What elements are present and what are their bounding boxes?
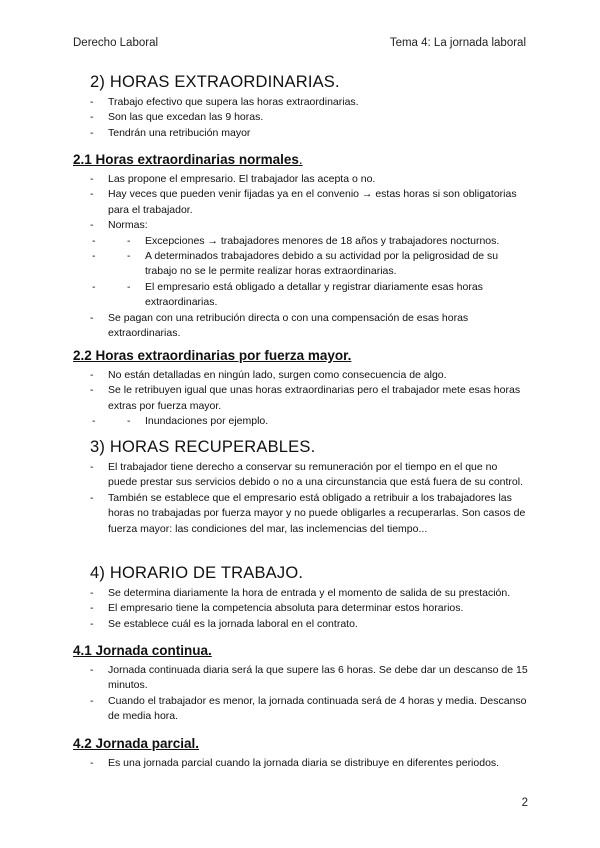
section-title: 3) HORAS RECUPERABLES. xyxy=(90,438,316,456)
subsection-title: 4.1 Jornada continua. xyxy=(73,643,212,658)
section-title: 2) HORAS EXTRAORDINARIAS. xyxy=(90,73,340,91)
sub-list-item: - - Inundaciones por ejemplo. xyxy=(73,414,529,429)
list-item: - Se determina diariamente la hora de entrada y el momento de salida de su prestación. xyxy=(73,586,529,601)
section-horario-trabajo xyxy=(73,562,529,632)
section-title: 4) HORARIO DE TRABAJO. xyxy=(90,564,304,582)
list-item: - Trabajo efectivo que supera las horas extraordinarias. xyxy=(73,95,529,110)
sub-list-item: - - Excepciones → trabajadores menores de 18 años y trabajadores nocturnos. xyxy=(73,234,529,249)
section-jornada-parcial xyxy=(73,735,529,771)
list-item: - No están detalladas en ningún lado, surgen como consecuencia de algo. xyxy=(73,368,529,383)
sub-list-item: - - El empresario está obligado a detallar y registrar diariamente esas horas extraordinarias. xyxy=(73,280,529,311)
section-fuerza-mayor xyxy=(73,347,529,430)
sub-list-item: - - A determinados trabajadores debido a su actividad por la peligrosidad de su trabajo no se le permite realizar horas extraordinarias. xyxy=(73,249,529,280)
list-item: - Tendrán una retribución mayor xyxy=(73,126,529,141)
list-item: - Se establece cuál es la jornada laboral en el contrato. xyxy=(73,617,529,632)
section-jornada-continua xyxy=(73,642,529,725)
section-horas-extraordinarias xyxy=(73,71,529,141)
list-item: - Es una jornada parcial cuando la jornada diaria se distribuye en diferentes periodos. xyxy=(73,756,529,771)
header-left: Derecho Laboral xyxy=(73,37,159,49)
header-right: Tema 4: La jornada laboral xyxy=(389,37,526,49)
list-item: - Son las que excedan las 9 horas. xyxy=(73,110,529,125)
subsection-title: 2.2 Horas extraordinarias por fuerza mayor. xyxy=(73,348,352,363)
list-item: - Las propone el empresario. El trabajador las acepta o no. xyxy=(73,172,529,187)
section-horas-recuperables xyxy=(73,436,529,537)
list-item: - El empresario tiene la competencia absoluta para determinar estos horarios. xyxy=(73,601,529,616)
subsection-title: 2.1 Horas extraordinarias normales. xyxy=(73,152,303,167)
list-item: - Hay veces que pueden venir fijadas ya en el convenio → estas horas si son obligatorias para el trabajador. xyxy=(73,187,529,218)
list-item: - Cuando el trabajador es menor, la jornada continuada será de 4 horas y media. Descanso de media hora. xyxy=(73,694,529,725)
list-item: - Jornada continuada diaria será la que supere las 6 horas. Se debe dar un descanso de 15 minutos. xyxy=(73,663,529,694)
list-item: - También se establece que el empresario está obligado a retribuir a los trabajadores las horas no trabajadas por fuerza mayor y no puede obligarles a recuperarlas. Son casos de fuerza mayor: las condiciones del mar, las inclemencias del tiempo... xyxy=(73,491,529,537)
page-number: 2 xyxy=(521,797,528,809)
list-item: - Se pagan con una retribución directa o con una compensación de esas horas extraordinarias. xyxy=(73,311,529,342)
list-item: - Se le retribuyen igual que unas horas extraordinarias pero el trabajador mete esas horas extras por fuerza mayor. - - Inundaciones por ejemplo. xyxy=(73,383,529,429)
section-horas-normales xyxy=(73,151,529,341)
subsection-title: 4.2 Jornada parcial. xyxy=(73,736,200,751)
list-item: - El trabajador tiene derecho a conservar su remuneración por el tiempo en el que no puede prestar sus servicios debido o no a una circunstancia que está fuera de su control. xyxy=(73,460,529,491)
list-item: - Normas: - - Excepciones → trabajadores menores de 18 años y trabajadores nocturnos. - - A determinados trabajadores debido a su actividad por la peligrosidad de su trabajo no se le permite realizar horas extraordinarias. - - El empresario está obligado a detallar y registrar diariamente esas horas extraordinarias. xyxy=(73,218,529,310)
